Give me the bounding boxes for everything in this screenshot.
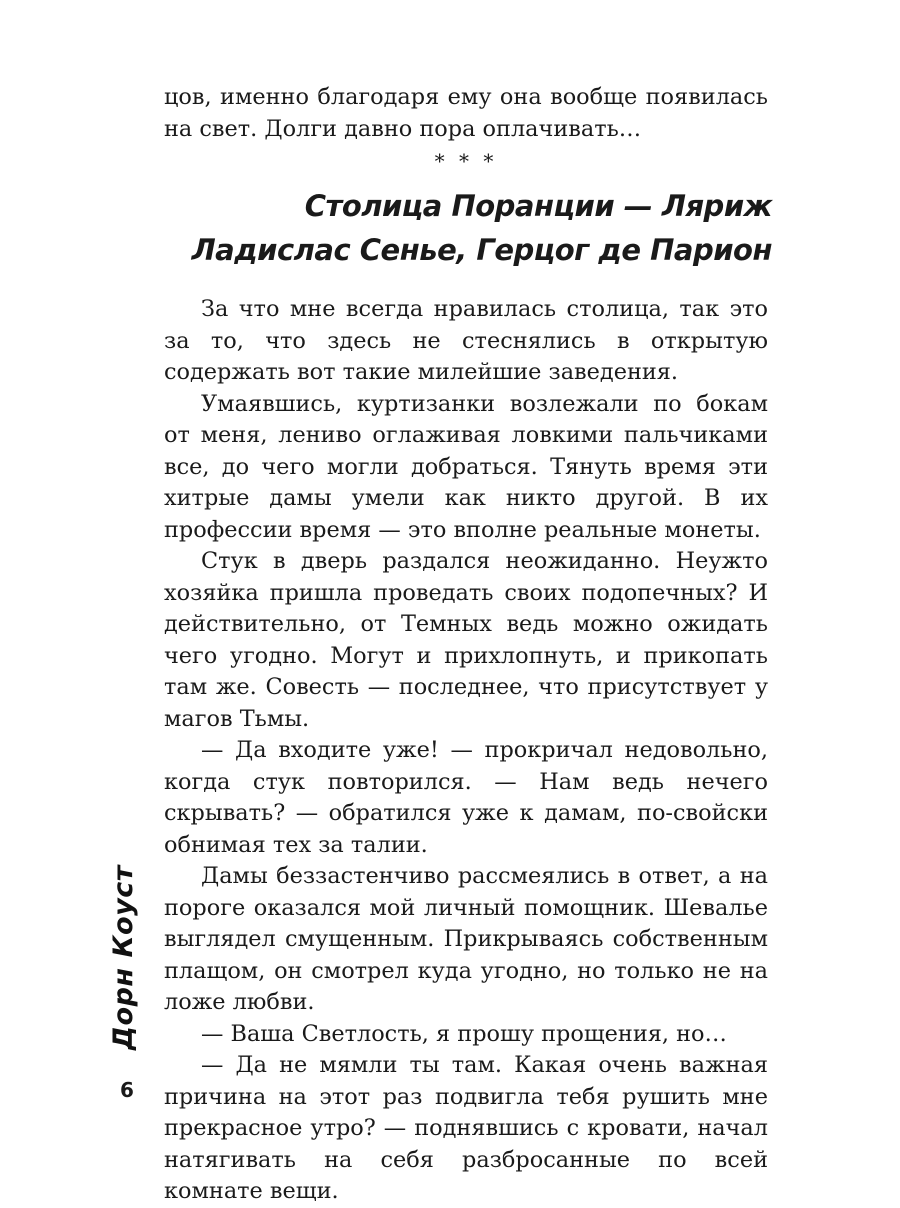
paragraph-2: Умаявшись, куртизанки возлежали по бокам от меня, лениво оглаживая ловкими пальчиками все, до чего могли добраться. Тянуть время эти хитрые дамы умели как никто другой. В их профессии время — это вполне реальные монеты. xyxy=(164,390,768,543)
section-separator: * * * xyxy=(434,149,498,173)
paragraph-5: Дамы беззастенчиво рассмеялись в ответ, а на пороге оказался мой личный помощник. Шевалье выглядел смущенным. Прикрываясь собственным плащом, он смотрел куда угодно, но только не на ложе любви. xyxy=(164,863,768,1015)
paragraph-1: За что мне всегда нравилась столица, так это за то, что здесь не стеснялись в открытую содержать вот такие милейшие заведения. xyxy=(164,296,768,385)
intro-block xyxy=(164,82,768,175)
page-number: 6 xyxy=(120,1078,134,1102)
heading-character: Ладислас Сенье, Герцог де Парион xyxy=(191,233,772,267)
body-text xyxy=(164,294,768,1208)
paragraph-3: Стук в дверь раздался неожиданно. Неужто хозяйка пришла проведать своих подопечных? И действительно, от Темных ведь можно ожидать чего угодно. Могут и прихлопнуть, и прикопать там же. Совесть — последнее, что присутствует у магов Тьмы. xyxy=(164,548,768,732)
intro-paragraph: цов, именно благодаря ему она вообще появилась на свет. Долги давно пора оплачивать… xyxy=(164,84,768,142)
paragraph-7: — Да не мямли ты там. Какая очень важная причина на этот раз подвигла тебя рушить мне прекрасное утро? — поднявшись с кровати, начал натягивать на себя разбросанные по всей комнате вещи. xyxy=(164,1052,768,1204)
paragraph-4: — Да входите уже! — прокричал недовольно, когда стук повторился. — Нам ведь нечего скрывать? — обратился уже к дамам, по-свойски обнимая тех за талии. xyxy=(164,737,768,858)
paragraph-6: — Ваша Светлость, я прошу прощения, но… xyxy=(201,1020,727,1047)
chapter-heading xyxy=(164,184,772,272)
heading-location: Столица Поранции — Ляриж xyxy=(304,189,772,223)
running-author-name: Дорн Коуст xyxy=(108,865,139,1050)
